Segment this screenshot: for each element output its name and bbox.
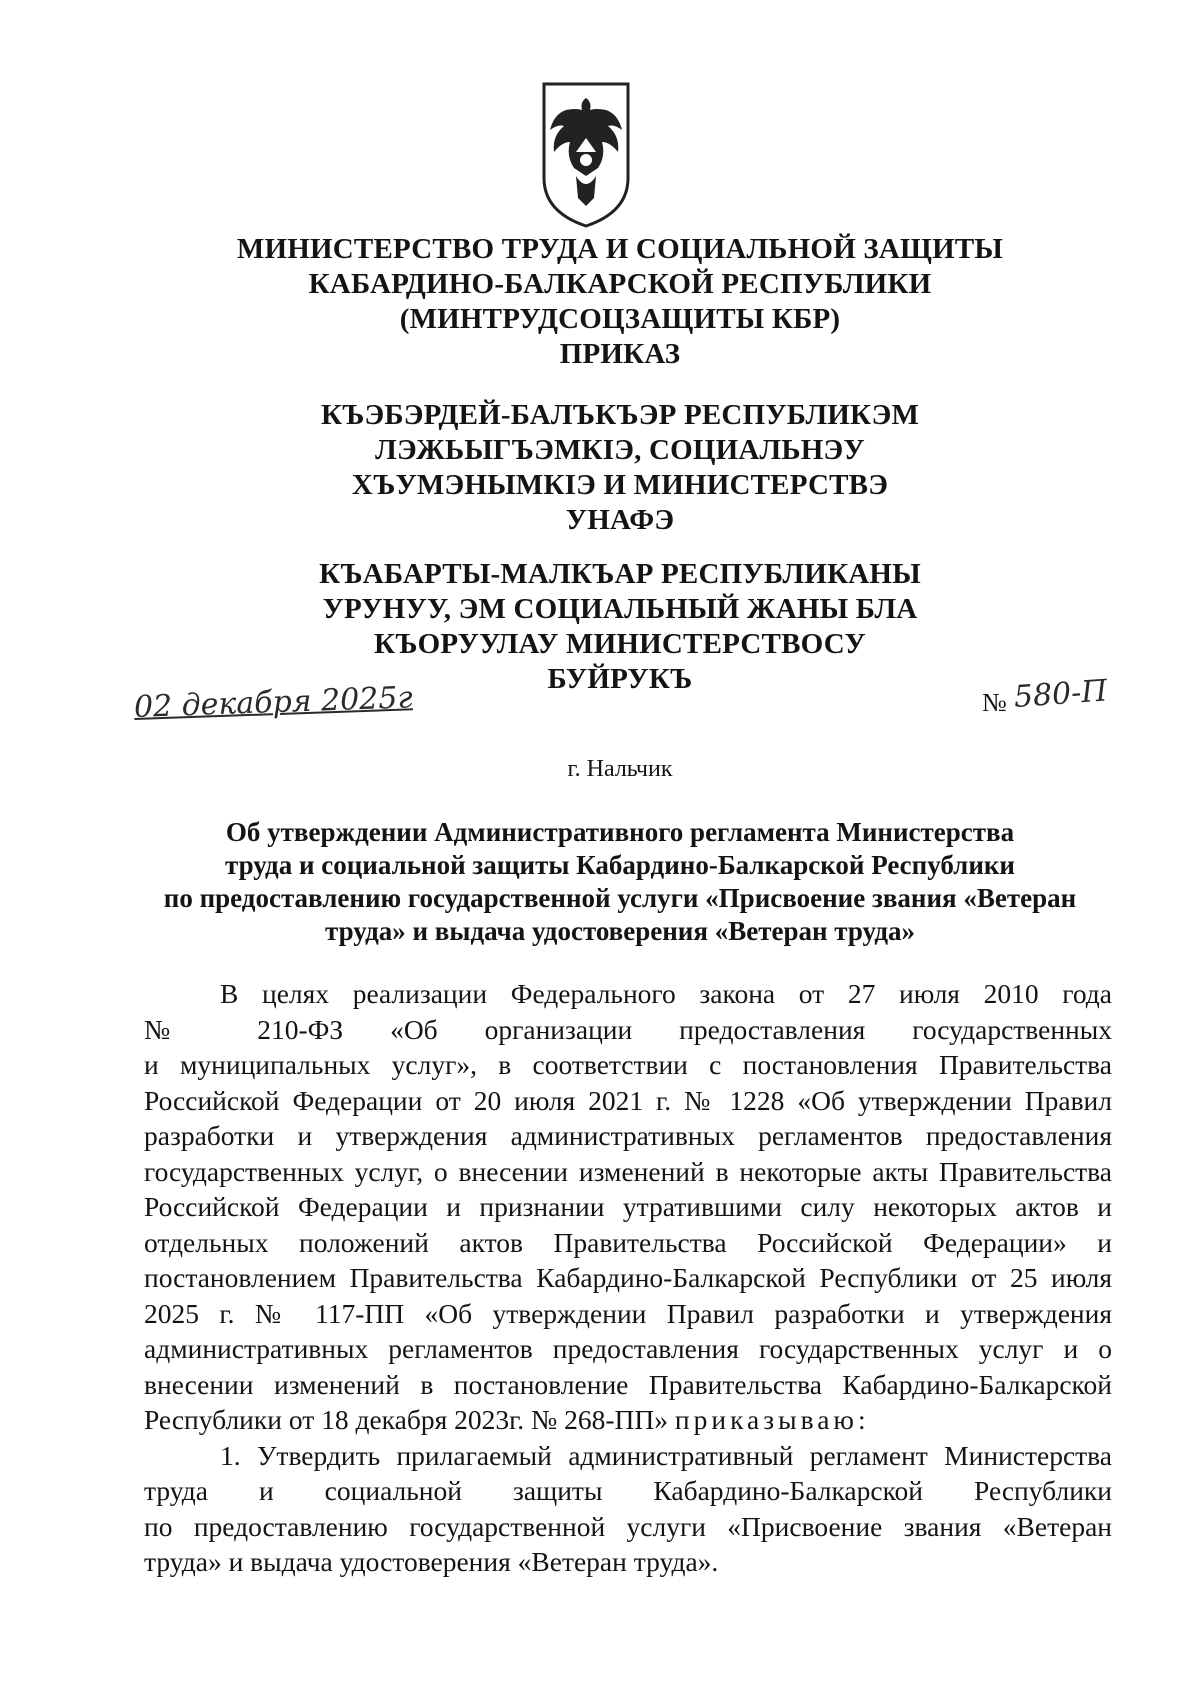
title-line: Об утверждении Административного регламента Министерства <box>225 817 1015 847</box>
order-number-label: № <box>982 688 1007 717</box>
item-1-last-line: труда» и выдача удостоверения «Ветеран труда». <box>144 1546 719 1577</box>
order-body <box>144 976 1112 1580</box>
city: г. Нальчик <box>567 756 673 782</box>
title-line: по предоставлению государственной услуги «Присвоение звания «Ветеран <box>163 883 1077 913</box>
header-line: (МИНТРУДСОЦЗАЩИТЫ КБР) <box>399 303 841 335</box>
header-line: КЪАБАРТЫ-МАЛКЪАР РЕСПУБЛИКАНЫ <box>319 558 921 590</box>
ministry-header-balkar <box>100 557 1140 697</box>
order-title <box>100 816 1140 948</box>
document-type-order: ПРИКАЗ <box>559 338 681 370</box>
preamble-line: Российской Федерации от 20 июля 2021 г. № 1228 «Об утверждении Правил <box>144 1084 1112 1116</box>
preamble-line: № 210-ФЗ «Об организации предоставления государственных <box>144 1013 1112 1045</box>
preamble-last-line <box>144 1402 1112 1438</box>
item-1-line: труда и социальной защиты Кабардино-Балкарской Республики <box>144 1475 1112 1506</box>
header-line: УРУНУУ, ЭМ СОЦИАЛЬНЫЙ ЖАНЫ БЛА <box>322 593 918 625</box>
preamble-line: и муниципальных услуг», в соответствии с постановления Правительства <box>144 1049 1112 1080</box>
ministry-header-russian <box>100 232 1140 372</box>
coat-of-arms-emblem <box>536 80 636 230</box>
preamble-line: разработки и утверждения административных регламентов предоставления <box>144 1120 1112 1151</box>
header-line: КАБАРДИНО-БАЛКАРСКОЙ РЕСПУБЛИКИ <box>308 268 932 300</box>
preamble-line: постановлением Правительства Кабардино-Балкарской Республики от 25 июля <box>144 1262 1112 1293</box>
item-1-line: 1. Утвердить прилагаемый административный регламент Министерства <box>220 1439 1112 1471</box>
preamble-line: В целях реализации Федерального закона от 27 июля 2010 года <box>220 978 1112 1009</box>
document-type-order: БУЙРУКЪ <box>547 663 693 695</box>
preamble-line: 2025 г. № 117-ПП «Об утверждении Правил разработки и утверждения <box>144 1297 1112 1329</box>
preamble-line: Российской Федерации и признании утратившими силу некоторых актов и <box>144 1191 1112 1222</box>
header-line: ХЪУМЭНЫМКIЭ И МИНИСТЕРСТВЭ <box>351 469 889 501</box>
preamble-line: государственных услуг, о внесении изменений в некоторые акты Правительства <box>144 1155 1112 1187</box>
title-line: труда и социальной защиты Кабардино-Балкарской Республики <box>224 850 1015 880</box>
item-1-line: по предоставлению государственной услуги «Присвоение звания «Ветеран <box>144 1510 1112 1542</box>
header-line: ЛЭЖЬЫГЪЭМКIЭ, СОЦИАЛЬНЭУ <box>375 434 865 466</box>
title-line: труда» и выдача удостоверения «Ветеран труда» <box>325 916 915 946</box>
preamble-line: внесении изменений в постановление Правительства Кабардино-Балкарской <box>144 1368 1112 1400</box>
preamble-line: административных регламентов предоставления государственных услуг и о <box>144 1333 1112 1364</box>
header-line: КЪОРУУЛАУ МИНИСТЕРСТВОСУ <box>374 628 866 660</box>
order-date-handwritten: 02 декабря 2025г <box>133 680 414 725</box>
ministry-header-kabardian <box>100 398 1140 538</box>
order-verb: приказываю: <box>674 1404 870 1435</box>
header-line: КЪЭБЭРДЕЙ-БАЛЪКЪЭР РЕСПУБЛИКЭМ <box>320 399 920 431</box>
preamble-last-text: Республики от 18 декабря 2023г. № 268-ПП» <box>144 1404 669 1435</box>
document-type-order: УНАФЭ <box>565 504 675 536</box>
order-number-handwritten: 580-П <box>1012 673 1109 715</box>
preamble-line: отдельных положений актов Правительства Российской Федерации» и <box>144 1226 1112 1258</box>
header-line: МИНИСТЕРСТВО ТРУДА И СОЦИАЛЬНОЙ ЗАЩИТЫ <box>236 233 1004 265</box>
